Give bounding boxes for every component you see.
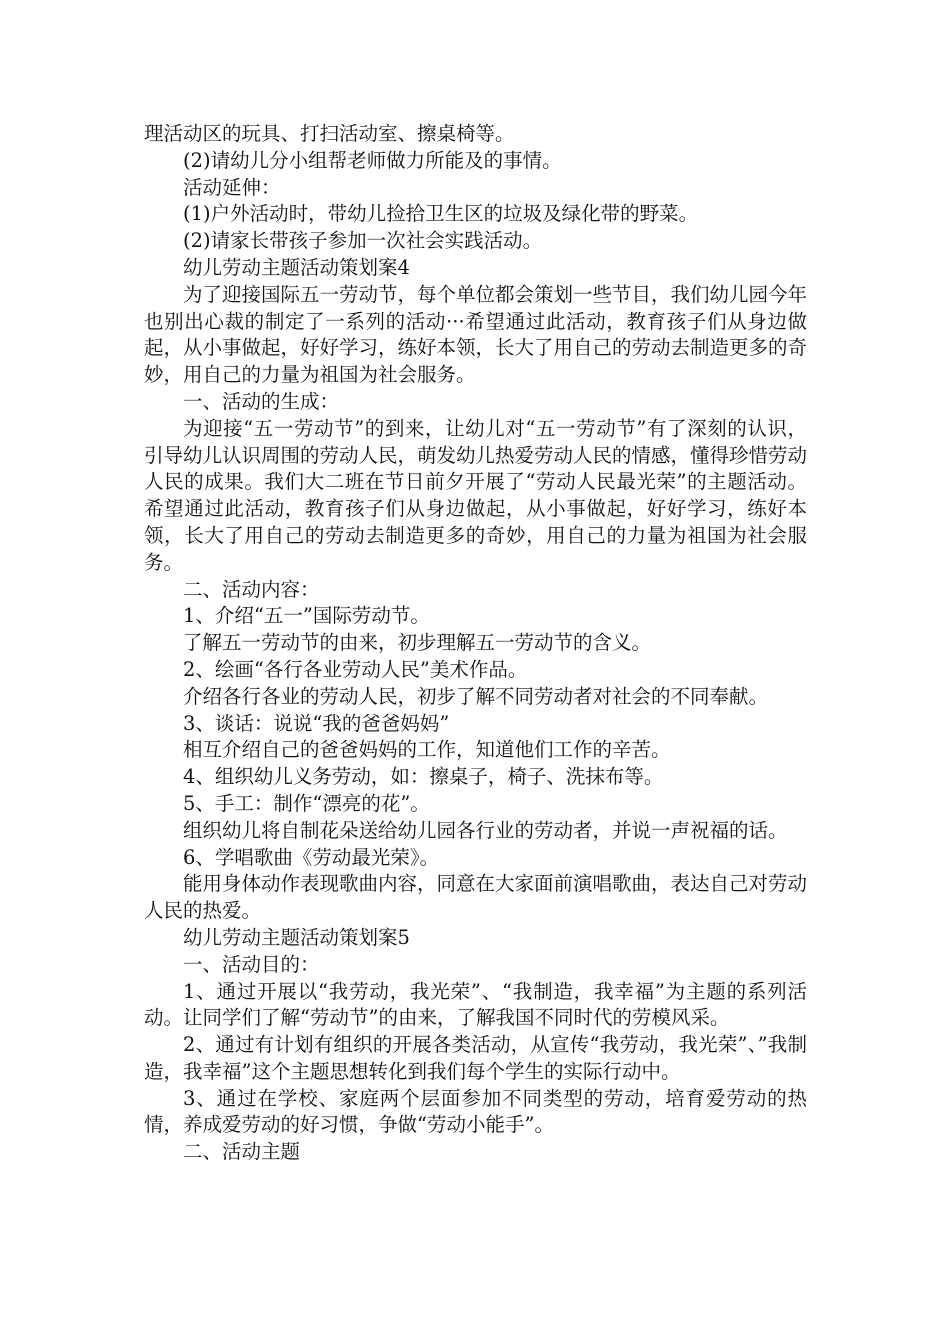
paragraph: 1、通过开展以“我劳动，我光荣”、“我制造，我幸福”为主题的系列活动。让同学们了解“劳动节”的由来，了解我国不同时代的劳模风采。: [144, 979, 807, 1030]
paragraph: 一、活动的生成：: [183, 389, 340, 413]
paragraph: 4、组织幼儿义务劳动，如：擦桌子，椅子、洗抹布等。: [183, 765, 664, 789]
paragraph: 二、活动主题: [183, 1140, 301, 1164]
paragraph: 相互介绍自己的爸爸妈妈的工作，知道他们工作的辛苦。: [183, 738, 671, 762]
paragraph: 5、手工：制作“漂亮的花”。: [183, 791, 430, 815]
paragraph: 一、活动目的：: [183, 952, 320, 976]
paragraph: 活动延伸：: [183, 175, 281, 199]
section-heading: 幼儿劳动主题活动策划案4: [183, 255, 410, 279]
paragraph: 二、活动内容：: [183, 577, 320, 601]
paragraph: 介绍各行各业的劳动人民，初步了解不同劳动者对社会的不同奉献。: [183, 684, 769, 708]
paragraph: 3、通过在学校、家庭两个层面参加不同类型的劳动，培育爱劳动的热情，养成爱劳动的好习惯，争做“劳动小能手”。: [144, 1086, 807, 1137]
document-page: [144, 121, 807, 1166]
paragraph: 2、绘画“各行各业劳动人民”美术作品。: [183, 657, 528, 681]
paragraph: 3、谈话：说说“我的爸爸妈妈”: [183, 711, 450, 735]
paragraph: 为迎接“五一劳动节”的到来，让幼儿对“五一劳动节”有了深刻的认识，引导幼儿认识周围的劳动人民，萌发幼儿热爱劳动人民的情感，懂得珍惜劳动人民的成果。我们大二班在节日前夕开展了“劳动人民最光荣”的主题活动。希望通过此活动，教育孩子们从身边做起，从小事做起，好好学习，练好本领，长大了用自己的劳动去制造更多的奇妙，用自己的力量为祖国为社会服务。: [144, 416, 808, 574]
paragraph: (2)请家长带孩子参加一次社会实践活动。: [183, 229, 543, 253]
paragraph: 理活动区的玩具、打扫活动室、擦桌椅等。: [144, 122, 515, 145]
paragraph: 组织幼儿将自制花朵送给幼儿园各行业的劳动者，并说一声祝福的话。: [183, 818, 788, 842]
paragraph: 了解五一劳动节的由来，初步理解五一劳动节的含义。: [183, 631, 652, 655]
paragraph: 2、通过有计划有组织的开展各类活动，从宣传“我劳动，我光荣”、”我制造，我幸福”这个主题思想转化到我们每个学生的实际行动中。: [144, 1033, 807, 1083]
paragraph: 为了迎接国际五一劳动节，每个单位都会策划一些节目，我们幼儿园今年也别出心裁的制定了一系列的活动···希望通过此活动，教育孩子们从身边做起，从小事做起，好好学习，练好本领，长大了用自己的劳动去制造更多的奇妙，用自己的力量为祖国为社会服务。: [144, 282, 808, 387]
section-heading: 幼儿劳动主题活动策划案5: [183, 925, 410, 949]
paragraph: 能用身体动作表现歌曲内容，同意在大家面前演唱歌曲，表达自己对劳动人民的热爱。: [144, 872, 808, 923]
paragraph: (1)户外活动时，带幼儿捡拾卫生区的垃圾及绿化带的野菜。: [183, 202, 699, 226]
paragraph: (2)请幼儿分小组帮老师做力所能及的事情。: [183, 148, 562, 172]
paragraph: 1、介绍“五一”国际劳动节。: [183, 604, 430, 628]
paragraph: 6、学唱歌曲《劳动最光荣》。: [183, 845, 440, 869]
